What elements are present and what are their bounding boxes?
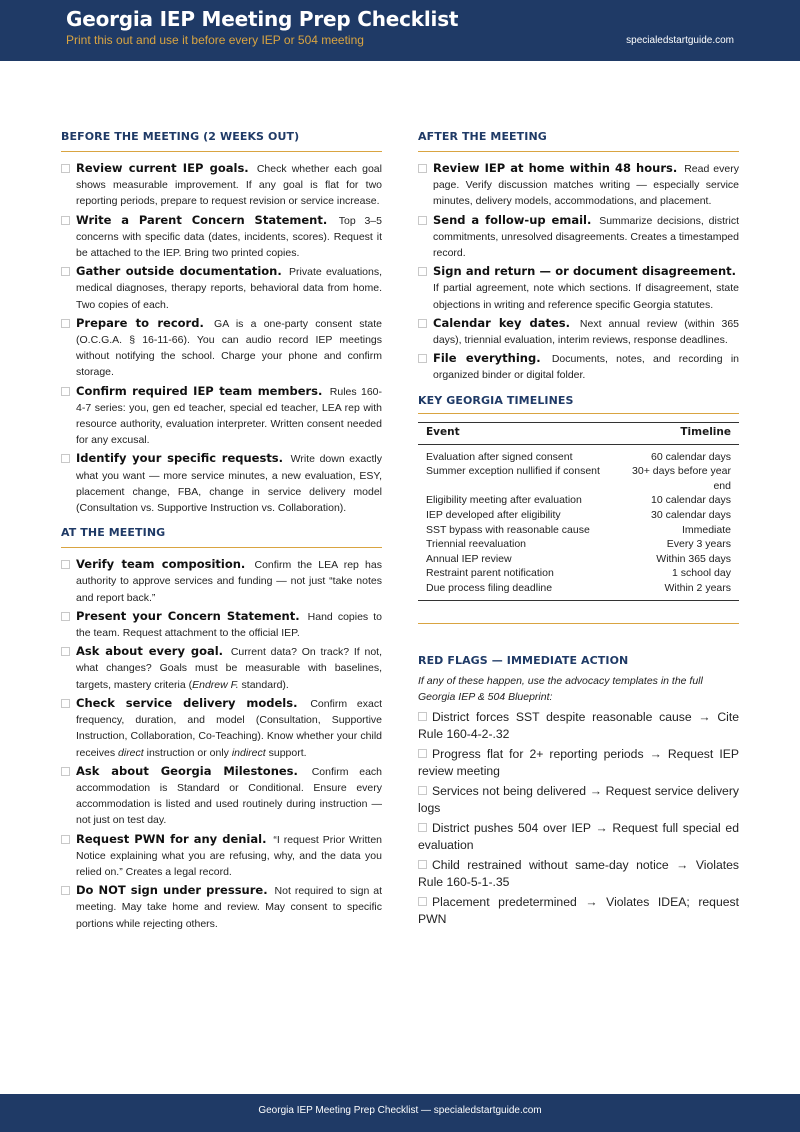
right-column [418, 122, 739, 931]
item-text: GA is a one-party consent state (O.C.G.A. § 16-11-66). You can audio record IEP meetings without notifying the school. Charge your phone and confirm storage. [76, 317, 383, 379]
event-cell: IEP developed after eligibility [426, 509, 561, 522]
timeline-cell: 10 calendar days [651, 494, 731, 507]
checkbox[interactable] [418, 786, 427, 795]
checkbox[interactable] [418, 860, 427, 869]
event-cell: Due process filing deadline [418, 581, 608, 600]
item-text: Rules 160-4-7 series: you, gen ed teacher, special ed teacher, LEA rep with resource authority, evaluation interpreter. Written consent needed for any excusal. [76, 385, 383, 447]
checklist-item [61, 608, 382, 641]
redflag-text: Child restrained without same-day notice → Violates Rule 160-5-1-.35 [418, 857, 739, 890]
item-text: instruction or only [143, 746, 232, 759]
redflag-item [418, 894, 739, 929]
checkbox[interactable] [61, 699, 70, 708]
checkbox[interactable] [418, 216, 427, 225]
checklist-item [418, 160, 739, 210]
checkbox[interactable] [418, 164, 427, 173]
table-row [418, 537, 739, 552]
item-lead: Gather outside documentation. [76, 264, 282, 279]
item-lead: Review current IEP goals. [76, 161, 249, 175]
checklist-item [61, 831, 382, 881]
column-header-event: Event [418, 422, 608, 444]
event-cell: Eligibility meeting after evaluation [426, 494, 582, 507]
item-text: Confirm each accommodation is Standard or Conditional. Ensure every accommodation is listed and used routinely during instruction — not just on test day. [76, 765, 383, 827]
redflag-item [418, 783, 739, 818]
item-lead: Send a follow-up email. [433, 212, 592, 227]
during-checklist [61, 556, 382, 931]
item-lead: Identify your specific requests. [76, 451, 284, 466]
item-text: support. [265, 746, 307, 759]
footer-text: Georgia IEP Meeting Prep Checklist — specialedstartguide.com [258, 1105, 542, 1116]
checkbox[interactable] [61, 319, 70, 328]
item-text: Documents, notes, and recording in organized binder or digital folder. [433, 353, 739, 382]
checkbox[interactable] [418, 267, 427, 276]
event-cell: Annual IEP review [426, 552, 512, 565]
checklist-item [61, 450, 382, 516]
redflag-text: Placement predetermined → Violates IDEA; request PWN [418, 894, 739, 927]
event-cell: Restraint parent notification [426, 567, 554, 580]
item-text: Hand copies to the team. Request attachment to the official IEP. [76, 610, 383, 640]
checklist-item [61, 383, 382, 449]
emphasis-direct: direct [118, 746, 144, 759]
table-row [418, 464, 739, 493]
checklist-item [61, 882, 382, 932]
page-subtitle: Print this out and use it before every IEP or 504 meeting [66, 33, 364, 47]
item-text: Current data? On track? If not, what changes? Goals must be measurable with baselines, targets, mastery criteria ( [76, 646, 382, 691]
table-row [418, 552, 739, 567]
item-lead: Review IEP at home within 48 hours. [433, 161, 678, 175]
timeline-cell: Every 3 years [666, 538, 731, 551]
checkbox[interactable] [61, 767, 70, 776]
checkbox[interactable] [418, 897, 427, 906]
redflag-text: District forces SST despite reasonable cause → Cite Rule 160-4-2-.32 [418, 709, 739, 742]
item-lead: Ask about Georgia Milestones. [76, 763, 298, 778]
item-text: Confirm exact frequency, duration, and model (Consultation, Supportive Instruction, Collaboration, Co-Teaching). Know whether your child receives [76, 697, 382, 759]
section-title-timelines: KEY GEORGIA TIMELINES [418, 393, 574, 407]
item-text: Top 3–5 concerns with specific data (dates, incidents, scores). Request it be attached to the IEP. Bring two printed copies. [76, 214, 382, 260]
page-title: Georgia IEP Meeting Prep Checklist [66, 7, 459, 31]
checklist-item [61, 556, 382, 606]
timeline-cell: 60 calendar days [651, 450, 731, 463]
section-title-after: AFTER THE MEETING [418, 122, 739, 152]
item-lead: Ask about every goal. [76, 644, 224, 659]
item-text: Read every page. Verify discussion matches writing — especially service minutes, delivery models, accommodations, and placement. [433, 163, 739, 208]
checkbox[interactable] [61, 164, 70, 173]
item-lead: Present your Concern Statement. [76, 608, 300, 623]
item-text: Confirm the LEA rep has authority to approve services and funding — not just “take notes and report back.” [76, 559, 382, 604]
item-text: Not required to sign at meeting. May take home and review. May consent to specific portions while rejecting others. [76, 885, 382, 930]
redflag-item [418, 820, 739, 855]
checklist-item [61, 212, 382, 262]
checkbox[interactable] [418, 319, 427, 328]
event-cell: Triennial reevaluation [426, 538, 527, 551]
redflag-item [418, 857, 739, 892]
checkbox[interactable] [61, 560, 70, 569]
page-footer [0, 1094, 800, 1132]
timeline-cell: 30 calendar days [651, 509, 731, 522]
case-name: Endrew F. [192, 678, 239, 691]
table-row [418, 508, 739, 523]
item-text: standard). [238, 678, 289, 691]
table-header-row [418, 422, 739, 444]
item-lead: Write a Parent Concern Statement. [76, 212, 328, 227]
timeline-cell: 30+ days before year end [632, 465, 731, 492]
timeline-cell: Within 2 years [608, 581, 739, 600]
event-cell: Summer exception nullified if consent [426, 465, 600, 478]
table-row [418, 444, 739, 464]
checkbox[interactable] [61, 835, 70, 844]
table-row [418, 523, 739, 538]
event-cell: SST bypass with reasonable cause [426, 523, 590, 536]
item-lead: Sign and return — or document disagreement. [433, 264, 736, 279]
checklist-item [61, 695, 382, 761]
checkbox[interactable] [61, 647, 70, 656]
redflag-item [418, 746, 739, 781]
timeline-cell: 1 school day [672, 567, 731, 580]
item-lead: Prepare to record. [76, 315, 204, 330]
section-title-redflags: RED FLAGS — IMMEDIATE ACTION [418, 653, 629, 667]
left-column [61, 122, 382, 934]
section-title-during: AT THE MEETING [61, 518, 382, 548]
after-checklist [418, 160, 739, 384]
checklist-item [418, 263, 739, 313]
item-text: Private evaluations, medical diagnoses, therapy reports, behavioral data from home. Two copies of each. [76, 266, 383, 311]
item-lead: Confirm required IEP team members. [76, 383, 323, 398]
item-lead: Verify team composition. [76, 557, 246, 572]
checkbox[interactable] [61, 387, 70, 396]
table-row [418, 566, 739, 581]
checkbox[interactable] [61, 267, 70, 276]
section-title-before: BEFORE THE MEETING (2 WEEKS OUT) [61, 122, 382, 152]
before-checklist [61, 160, 382, 516]
checkbox[interactable] [418, 354, 427, 363]
redflag-text: Services not being delivered → Request service delivery logs [418, 783, 739, 816]
checklist-item [61, 643, 382, 693]
redflag-text: Progress flat for 2+ reporting periods → Request IEP review meeting [418, 746, 739, 779]
item-lead: Check service delivery models. [76, 695, 298, 710]
section-divider [418, 623, 739, 624]
redflags-intro: If any of these happen, use the advocacy templates in the full Georgia IEP & 504 Blueprint: [418, 674, 703, 703]
checkbox[interactable] [418, 749, 427, 758]
item-text: Check whether each goal shows measurable improvement. If any goal is flat for two reporting periods, prepare to request revision or service increase. [76, 163, 382, 208]
checklist-item [418, 212, 739, 262]
item-lead: Do NOT sign under pressure. [76, 883, 268, 898]
timelines-table [418, 422, 739, 601]
table-row [418, 493, 739, 508]
checklist-item [61, 160, 382, 210]
checklist-item [61, 763, 382, 829]
checkbox[interactable] [61, 216, 70, 225]
redflag-text: District pushes 504 over IEP → Request full special ed evaluation [418, 820, 739, 853]
checkbox[interactable] [61, 454, 70, 463]
item-lead: File everything. [433, 351, 541, 366]
item-text: “I request Prior Written Notice explaining what you are refusing, why, and the data you relied on.” Creates a legal record. [76, 833, 383, 878]
item-lead: Calendar key dates. [433, 315, 570, 330]
checkbox[interactable] [418, 823, 427, 832]
checklist-item [418, 315, 739, 348]
checkbox[interactable] [61, 886, 70, 895]
item-text: Write down exactly what you want — more service minutes, a new evaluation, ESY, placement change, FBA, change in service delivery model (Consultation vs. Supportive Instruction vs. Collaboration). [76, 453, 382, 515]
timeline-cell: Immediate [681, 523, 731, 536]
timeline-cell: Within 365 days [656, 552, 731, 565]
checklist-item [418, 350, 739, 383]
redflag-item [418, 709, 739, 744]
checklist-item [61, 315, 382, 381]
checkbox[interactable] [418, 712, 427, 721]
event-cell: Evaluation after signed consent [426, 450, 573, 463]
item-text: If partial agreement, note which sections. If disagreement, state objections in writing and reference specific Georgia statutes. [433, 282, 739, 311]
checkbox[interactable] [61, 612, 70, 621]
item-text: Summarize decisions, district commitments, unresolved disagreements. Creates a timestamped record. [433, 214, 739, 260]
column-header-timeline: Timeline [608, 422, 739, 444]
table-row [418, 581, 739, 600]
site-url: specialedstartguide.com [626, 35, 734, 46]
item-lead: Request PWN for any denial. [76, 831, 267, 846]
item-text: Next annual review (within 365 days), triennial evaluation, interim reviews, response deadlines. [433, 317, 739, 347]
emphasis-indirect: indirect [231, 746, 266, 759]
page-header [0, 0, 800, 61]
checklist-item [61, 263, 382, 313]
